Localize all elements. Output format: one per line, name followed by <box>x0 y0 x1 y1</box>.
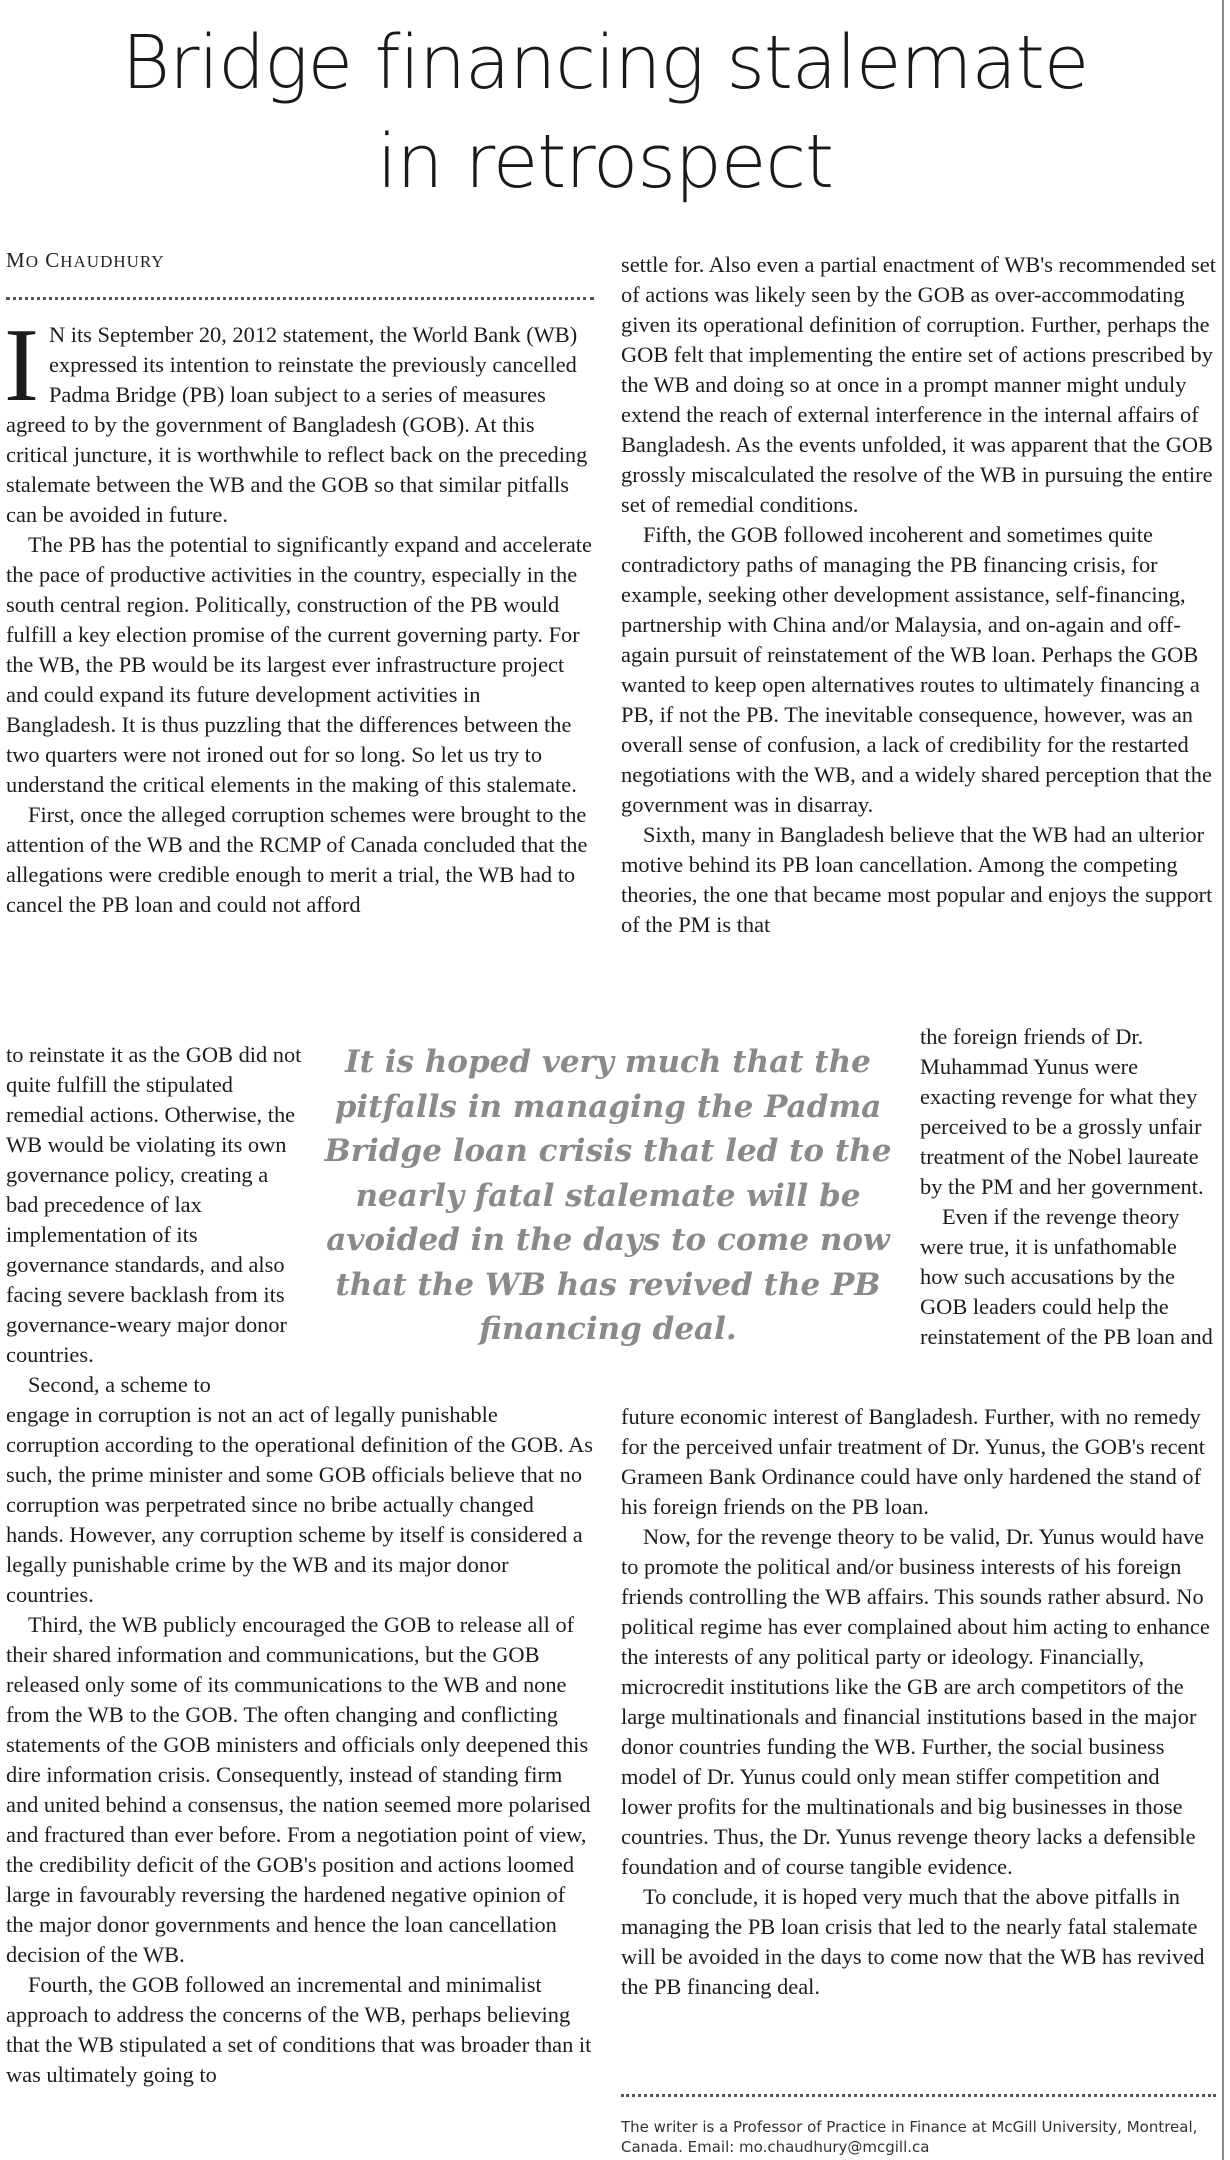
right-column-bottom <box>621 1402 1216 2002</box>
right-column-narrow <box>920 1022 1216 1352</box>
author-note: The writer is a Professor of Practice in Finance at McGill University, Montreal, Canada. Email: mo.chaudhury@mcgill.ca <box>621 2118 1198 2156</box>
paragraph: Now, for the revenge theory to be valid, Dr. Yunus would have to promote the political and/or business interests of his foreign friends controlling the WB affairs. This sounds rather absurd. No political regime has ever complained about him acting to enhance the interests of any political party or ideology. Financially, microcredit institutions like the GB are arch competitors of the large multinationals and financial institutions based in the major donor countries funding the WB. Further, the social business model of Dr. Yunus could only mean stiffer competition and lower profits for the multinationals and big businesses in those countries. Thus, the Dr. Yunus revenge theory lacks a defensible foundation and of course tangible evidence. <box>621 1524 1210 1879</box>
paragraph-continued: engage in corruption is not an act of legally punishable corruption according to the operational definition of the GOB. As such, the prime minister and some GOB officials believe that no corruption was perpetrated since no bribe actually changed hands. However, any corruption scheme by itself is considered a legally punishable crime by the WB and its major donor countries. <box>6 1402 593 1607</box>
paragraph: Third, the WB publicly encouraged the GOB to release all of their shared information and communications, but the GOB released only some of its communications to the WB and none from the WB to the GOB. The often changing and conflicting statements of the GOB ministers and officials only deepened this dire information crisis. Consequently, instead of standing firm and united behind a consensus, the nation seemed more polarised and fractured than ever before. From a negotiation point of view, the credibility deficit of the GOB's position and actions loomed large in favourably reversing the hardened negative opinion of the major donor governments and hence the loan cancellation decision of the WB. <box>6 1612 591 1967</box>
paragraph: Even if the revenge theory were true, it is unfathomable how such accusations by the GOB leaders could help the reinstatement of the PB loan and <box>920 1204 1213 1349</box>
headline <box>0 14 1210 212</box>
paragraph: To conclude, it is hoped very much that the above pitfalls in managing the PB loan crisis that led to the nearly fatal stalemate will be avoided in the days to come now that the WB has revived the PB financing deal. <box>621 1884 1205 1999</box>
paragraph-continued: to reinstate it as the GOB did not quite fulfill the stipulated remedial actions. Otherwise, the WB would be violating its own governance policy, creating a bad precedence of lax implementation of its governance standards, and also facing severe backlash from its governance-weary major donor countries. <box>6 1042 302 1367</box>
left-column-top <box>4 306 594 920</box>
paragraph: Fifth, the GOB followed incoherent and sometimes quite contradictory paths of managing the PB financing crisis, for example, seeking other development assistance, self-financing, partnership with China and/or Malaysia, and on-again and off-again pursuit of reinstatement of the WB loan. Perhaps the GOB wanted to keep open alternatives routes to ultimately financing a PB, if not the PB. The inevitable consequence, however, was an overall sense of confusion, a lack of credibility for the restarted negotiations with the WB, and a widely shared perception that the government was in disarray. <box>621 522 1212 817</box>
paragraph-continued: the foreign friends of Dr. Muhammad Yunus were exacting revenge for what they perceived to be a grossly unfair treatment of the Nobel laureate by the PM and her government. <box>920 1024 1204 1199</box>
right-column-top <box>621 250 1216 940</box>
byline-divider <box>6 297 594 300</box>
left-column-bottom <box>6 1400 594 2090</box>
paragraph-continued: future economic interest of Bangladesh. Further, with no remedy for the perceived unfair treatment of Dr. Yunus, the GOB's recent Grameen Bank Ordinance could have only hardened the stand of his foreign friends on the PB loan. <box>621 1404 1205 1519</box>
drop-cap: I <box>4 306 39 423</box>
footnote-divider <box>621 2094 1216 2097</box>
headline-line-2: in retrospect <box>376 119 834 205</box>
paragraph: Second, a scheme to <box>28 1372 211 1397</box>
byline: MO CHAUDHURY <box>6 248 165 272</box>
paragraph: First, once the alleged corruption schemes were brought to the attention of the WB and the RCMP of Canada concluded that the allegations were credible enough to merit a trial, the WB had to cancel the PB loan and could not afford <box>6 802 588 917</box>
paragraph: Sixth, many in Bangladesh believe that the WB had an ulterior motive behind its PB loan cancellation. Among the competing theories, the one that became most popular and enjoys the support of the PM is that <box>621 822 1213 937</box>
pull-quote: It is hoped very much that the pitfalls in managing the Padma Bridge loan crisis that led to the nearly fatal stalemate will be avoided in the days to come now that the WB has revived the PB financing deal. <box>324 1044 892 1347</box>
paragraph-intro: I N its September 20, 2012 statement, the World Bank (WB) expressed its intention to reinstate the previously cancelled Padma Bridge (PB) loan subject to a series of measures agreed to by the government of Bangladesh (GOB). At this critical juncture, it is worthwhile to reflect back on the preceding stalemate between the WB and the GOB so that similar pitfalls can be avoided in future. <box>4 306 588 527</box>
paragraph-continued: settle for. Also even a partial enactment of WB's recommended set of actions was likely seen by the GOB as over-accommodating given its operational definition of corruption. Further, perhaps the GOB felt that implementing the entire set of actions prescribed by the WB and doing so at once in a prompt manner might unduly extend the reach of external interference in the internal affairs of Bangladesh. As the events unfolded, it was apparent that the GOB grossly miscalculated the resolve of the WB in pursuing the entire set of remedial conditions. <box>621 252 1216 517</box>
paragraph: Fourth, the GOB followed an incremental and minimalist approach to address the concerns of the WB, perhaps believing that the WB stipulated a set of conditions that was broader than it was ultimately going to <box>6 1972 592 2087</box>
paragraph: The PB has the potential to significantly expand and accelerate the pace of productive activities in the country, especially in the south central region. Politically, construction of the PB would fulfill a key election promise of the current governing party. For the WB, the PB would be its largest ever infrastructure project and could expand its future development activities in Bangladesh. It is thus puzzling that the differences between the two quarters were not ironed out for so long. So let us try to understand the critical elements in the making of this stalemate. <box>6 532 592 797</box>
headline-line-1: Bridge financing stalemate <box>121 20 1089 106</box>
left-column-narrow <box>6 1040 302 1400</box>
column-rule <box>1222 0 1224 2160</box>
